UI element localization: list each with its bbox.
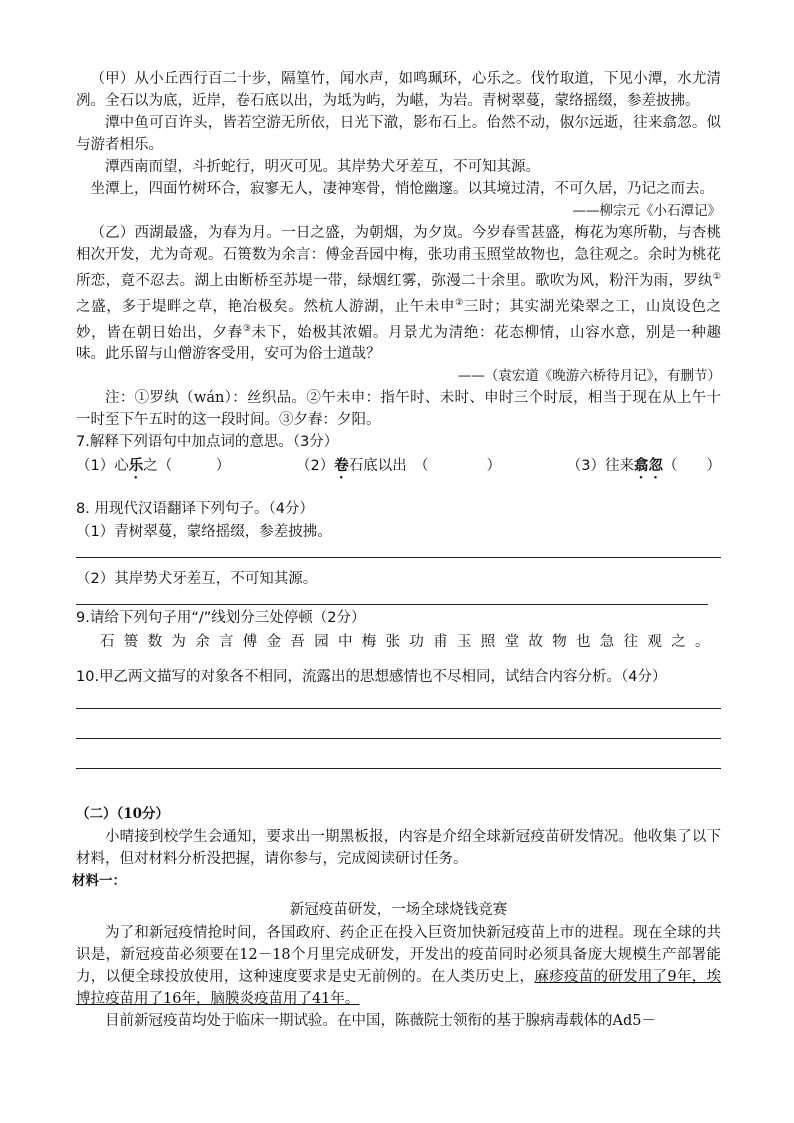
q7-item-1 [76,454,230,482]
passage-yi-part2: 之盛，多于堤畔之草，艳冶极矣。然杭人游湖，止午未申 [76,298,456,315]
material-p1 [76,922,721,1010]
footnote-mark-2: ② [455,297,464,308]
passage-yi-part3: 三时；其实湖光染翠之工，山岚设色之妙，皆在朝日始出，夕舂 [76,298,721,341]
passage-yi-source: ——（袁宏道《晚游六桥待月记》，有删节） [457,368,721,385]
passage-yi-part1: （乙）西湖最盛，为春为月。一日之盛，为朝烟，为夕岚。今岁春雪甚盛，梅花为寒所勒，与杏桃相次开发，尤为奇观。石篑数为余言：傅金吾园中梅，张功甫玉照堂故物也，急往观之。余时为桃花所恋，竟不忍去。湖上由断桥至苏堤一带，绿烟红雾，弥漫二十余里。歌吹为风，粉汗为雨，罗纨 [76,225,721,289]
section2-intro: 小晴接到校学生会通知，要求出一期黑板报，内容是介绍全球新冠疫苗研发情况。他收集了以下材料，但对材料分析没把握，请你参与，完成阅读研讨任务。 [76,829,721,868]
q9-sentence[interactable]: 石篑数为余言傅金吾园中梅张功甫玉照堂故物也急往观之。 [100,634,719,651]
material-p2: 目前新冠疫苗均处于临床一期试验。在中国，陈薇院士领衔的基于腺病毒载体的Ad5－ [105,1013,656,1030]
q9-title: 9.请给下列句子用“/”线划分三处停顿（2分） [76,610,366,627]
material-p1-a: 为了和新冠疫情抢时间，各国政府、药企正在投入巨资加快新冠疫苗上市的进程。现在全球的共识是，新冠疫苗必须要在12－18个月里完成研发，开发出的疫苗同时必须具备庞大规模生产部署能力，以便全球投放使用，这种速度要求是史无前例的。在人类历史上， [76,925,721,986]
passage-jia-p4: 坐潭上，四面竹树环合，寂寥无人，凄神寒骨，悄怆幽邃。以其境过清，不可久居，乃记之而去。 [90,181,714,197]
passage-jia-p2: 潭中鱼可百许头，皆若空游无所依，日光下澈，影布石上。佁然不动，俶尔远逝，往来翕忽。似与游者相乐。 [76,115,721,153]
passage-jia-p1: （甲）从小丘西行百二十步，隔篁竹，闻水声，如鸣珮环，心乐之。伐竹取道，下见小潭，水尤清冽。全石以为底，近岸，卷石底以出，为坻为屿，为嵁，为岩。青树翠蔓，蒙络摇缀，参差披拂。 [76,71,721,109]
q7-item-3-pre: （3）往来 [566,458,634,475]
q7-title: 7.解释下列语句中加点词的意思。（3分） [76,434,339,451]
q7-item-1-pre: （1）心 [76,458,129,475]
material-label: 材料一： [72,873,126,890]
passage-yi-note: 注：①罗纨（wán）：丝织品。②午未申：指午时、未时、申时三个时辰，相当于现在从上午十一时至下午五时的这一段时间。③夕舂：夕阳。 [76,390,721,429]
q7-item-2-blank[interactable]: 石底以出 （ ） [348,458,501,475]
section2-heading: （二）（10分） [76,806,170,823]
passage-yi-text [76,222,721,365]
material-title: 新冠疫苗研发，一场全球烧钱竞赛 [289,902,508,919]
footnote-mark-3: ③ [242,323,252,334]
q7-item-3-blank[interactable]: （ ） [662,458,721,475]
passage-yi-part4: 未下，始极其浓媚。月景尤为清绝：花态柳情，山容水意，别是一种趣味。此乐留与山僧游客受用，安可为俗士道哉？ [76,324,721,363]
q7-items [76,454,721,482]
q8-title: 8. 用现代汉语翻译下列句子。（4分） [76,501,314,518]
q7-item-2 [296,454,501,482]
passage-jia-source: ——柳宗元《小石潭记》 [572,203,721,219]
q7-item-2-pre: （2） [296,458,335,475]
q8-sentence-1: （1）青树翠蔓，蒙络摇缀，参差披拂。 [76,524,332,541]
q7-item-3-dotted: 翕忽 [633,458,663,475]
q10-title: 10.甲乙两文描写的对象各不相同，流露出的思想感情也不尽相同，试结合内容分析。（4分） [76,669,667,686]
q7-item-1-blank[interactable]: 之（ ） [143,458,231,475]
q7-item-2-dotted: 卷 [334,458,349,475]
q8-answer-line-2[interactable] [76,604,708,605]
q7-item-1-dotted: 乐 [128,458,144,475]
material-p1-underlined: 麻疹疫苗的研发用了9年，埃博拉疫苗用了16年，脑膜炎疫苗用了41年。 [76,969,721,1008]
q7-item-3 [567,454,721,482]
footnote-mark-1: ① [712,272,721,282]
passage-jia-p3: 潭西南而望，斗折蛇行，明灭可见。其岸势犬牙差互，不可知其源。 [105,159,540,175]
exam-page [72,68,721,1032]
q8-sentence-2: （2）其岸势犬牙差互，不可知其源。 [76,571,318,588]
